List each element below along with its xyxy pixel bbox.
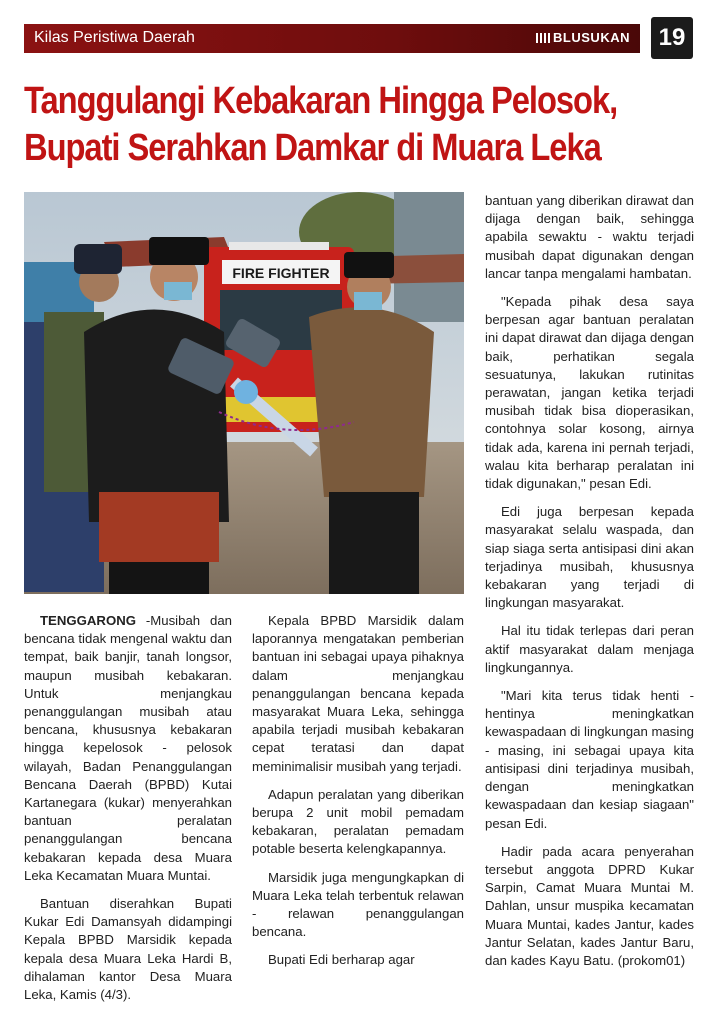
paragraph: Adapun peralatan yang diberikan berupa 2 unit mobil pemadam kebakaran, peralatan pemadam potable beserta kelengkapannya. (252, 786, 464, 857)
paragraph: Hadir pada acara penyerahan tersebut anggota DPRD Kukar Sarpin, Camat Muara Muntai M. Dahlan, unsur muspika kecamatan Muara Muntai, kades Jantur, kades Jantur Selatan, kades Jantur Baru, dan kades Kayu Batu. (prokom01) (485, 843, 694, 968)
truck-text: FIRE FIGHTER (232, 265, 330, 281)
article-column-3 (485, 192, 694, 980)
headline (24, 78, 703, 172)
photo-illustration (24, 192, 464, 594)
page-number: 19 (651, 17, 693, 59)
paragraph (24, 612, 232, 885)
rubric-label (536, 30, 630, 45)
paragraph: Edi juga berpesan kepada masyarakat selalu waspada, dan siap siaga serta antisipasi dini akan terjadinya musibah, khususnya kebakaran yang terjadi di lingkungan masyarakat. (485, 504, 694, 611)
paragraph: Hal itu tidak terlepas dari peran aktif masyarakat dalam menjaga lingkungannya. (485, 623, 694, 675)
section-header-bar (24, 24, 640, 53)
headline-line-1: Tanggulangi Kebakaran Hingga Pelosok, (24, 80, 618, 122)
paragraph: Kepala BPBD Marsidik dalam laporannya mengatakan pemberian bantuan ini sebagai upaya pihaknya dalam menjangkau penanggulangan bencana kepada masyarakat Muara Leka, sehingga apabila terjadi musibah kebakaran cepat teratasi dan dapat meminimalisir musibah yang terjadi. (252, 613, 464, 774)
stripes-icon (536, 33, 550, 43)
headline-line-2: Bupati Serahkan Damkar di Muara Leka (24, 127, 601, 169)
paragraph: "Mari kita terus tidak henti - hentinya meningkatkan kewaspadaan di lingkungan masing - masing, ini sebagai upaya kita antisipasi dini terjadinya musibah, dengan meningkatkan kewaspadaan dan kesiap siagaan" pesan Edi. (485, 688, 694, 831)
article-column-1 (24, 612, 232, 1014)
paragraph: bantuan yang diberikan dirawat dan dijaga dengan baik, sehingga apabila sewaktu - waktu terjadi musibah dapat digunakan dengan lancar tanpa mengalami hambatan. (485, 193, 694, 281)
rubric-text: BLUSUKAN (553, 30, 630, 45)
article-photo (24, 192, 464, 594)
section-label: Kilas Peristiwa Daerah (34, 29, 195, 46)
paragraph: "Kepada pihak desa saya berpesan agar bantuan peralatan ini dapat dirawat dan dijaga dengan baik, perhatikan segala sesuatunya, lakukan rutinitas perawatan, jangan ketika terjadi musibah tidak bisa dioperasikan, contohnya solar kosong, airnya tidak ada, karena ini pernah terjadi, walau kita berharap peralatan ini tidak digunakan," pesan Edi. (485, 294, 694, 492)
dateline: TENGGARONG (40, 613, 136, 628)
article-column-2 (252, 612, 464, 980)
paragraph: Bupati Edi berharap agar (268, 952, 415, 968)
paragraph: Bantuan diserahkan Bupati Kukar Edi Damansyah didampingi Kepala BPBD Marsidik kepada kepala desa Muara Leka Hardi B, dihalaman kantor Desa Muara Leka, Kamis (4/3). (24, 896, 232, 1003)
paragraph: Marsidik juga mengungkapkan di Muara Leka telah terbentuk relawan - relawan penanggulangan bencana. (252, 869, 464, 940)
paragraph-text: -Musibah dan bencana tidak mengenal waktu dan tempat, baik banjir, tanah longsor, maupun musibah kebakaran. Untuk menjangkau penanggulangan musibah atau bencana, khususnya kebakaran hingga kepelosok - pelosok wilayah, Badan Penanggulangan Bencana Daerah (BPBD) Kutai Kartanegara (kukar) menyerahkan bantuan peralatan penanggulangan bencana kebakaran kepada desa Muara Leka Kecamatan Muara Muntai. (24, 613, 232, 883)
